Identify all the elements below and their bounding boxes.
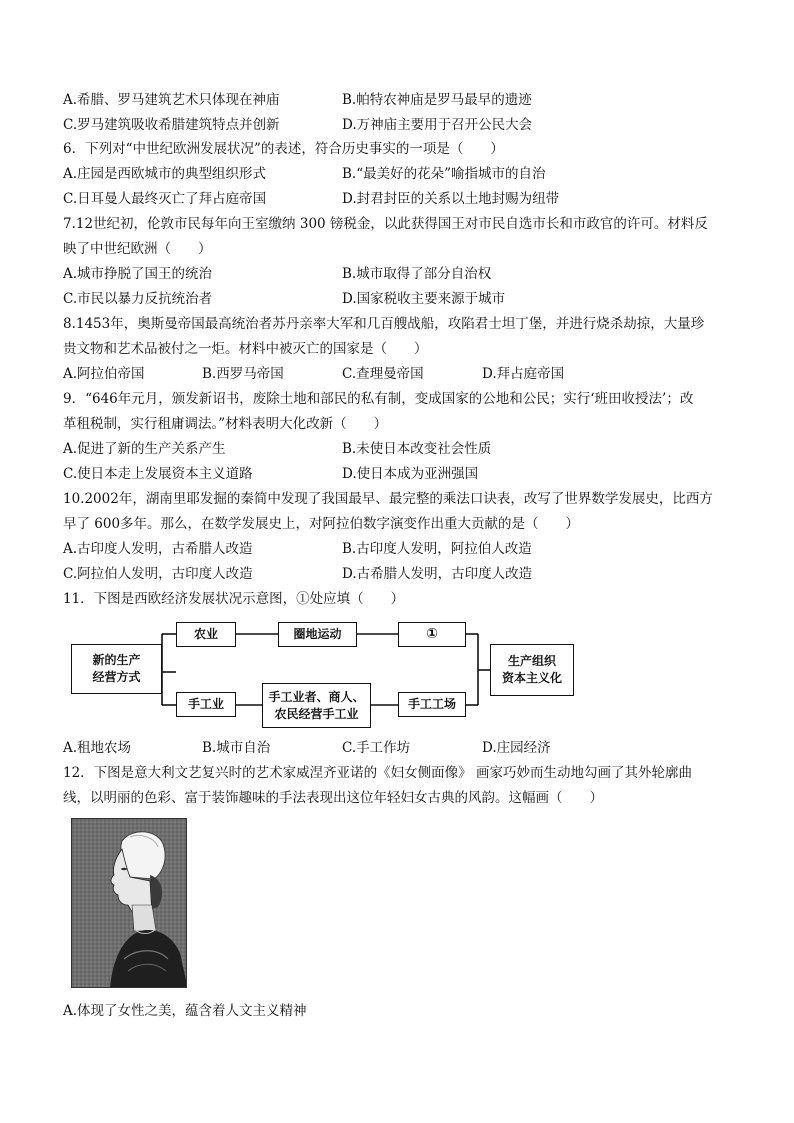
q5-option-c: C.罗马建筑吸收希腊建筑特点并创新 bbox=[63, 117, 280, 133]
q10-stem-line1: 10.2002年，湖南里耶发掘的秦简中发现了我国最早、最完整的乘法口诀表，改写了世界数学发展史，比西方 bbox=[63, 491, 713, 507]
q11-option-b: B.城市自治 bbox=[202, 740, 271, 756]
q7-stem-line1: 7.12世纪初，伦敦市民每年向王室缴纳 300 镑税金，以此获得国王对市民自选市长和市政官的许可。材料反 bbox=[63, 216, 708, 232]
diagram-node-new-production bbox=[71, 644, 162, 694]
diagram-node-capitalist-organization-line2: 资本主义化 bbox=[501, 671, 562, 685]
q6-option-a: A.庄园是西欧城市的典型组织形式 bbox=[63, 166, 267, 182]
q12-stem-line2: 线，以明丽的色彩、富于装饰趣味的手法表现出这位年轻妇女古典的风韵。这幅画（ ） bbox=[63, 790, 603, 806]
q8-option-c: C.查理曼帝国 bbox=[342, 366, 424, 382]
q7-option-a: A.城市挣脱了国王的统治 bbox=[63, 266, 213, 282]
q12-option-a: A.体现了女性之美，蕴含着人文主义精神 bbox=[63, 1003, 307, 1019]
q10-option-b: B.古印度人发明，阿拉伯人改造 bbox=[342, 541, 532, 557]
q9-option-a: A.促进了新的生产关系产生 bbox=[63, 441, 226, 457]
q12-stem-line1: 12．下图是意大利文艺复兴时的艺术家威涅齐亚诺的《妇女侧面像》 画家巧妙而生动地勾画了其外轮廓曲 bbox=[63, 765, 692, 781]
q5-option-b: B.帕特农神庙是罗马最早的遗迹 bbox=[342, 92, 532, 108]
q6-stem: 6．下列对“中世纪欧洲发展状况”的表述，符合历史事实的一项是（ ） bbox=[63, 141, 504, 157]
diagram-node-handicraft-operators bbox=[262, 683, 371, 728]
q7-stem-line2: 映了中世纪欧洲（ ） bbox=[63, 241, 212, 257]
q8-stem-line1: 8.1453年，奥斯曼帝国最高统治者苏丹亲率大军和几百艘战船，攻陷君士坦丁堡，并进行烧杀劫掠，大量珍 bbox=[63, 316, 705, 332]
q5-option-a: A.希腊、罗马建筑艺术只体现在神庙 bbox=[63, 92, 280, 108]
q9-option-b: B.未使日本改变社会性质 bbox=[342, 441, 492, 457]
q8-stem-line2: 贵文物和艺术品被付之一炬。材料中被灭亡的国家是（ ） bbox=[63, 341, 428, 357]
q11-option-a: A.租地农场 bbox=[63, 740, 132, 756]
portrait-illustration bbox=[72, 819, 187, 988]
q10-option-c: C.阿拉伯人发明，古印度人改造 bbox=[63, 566, 253, 582]
diagram-node-new-production-line1: 新的生产 bbox=[92, 653, 141, 667]
q8-option-b: B.西罗马帝国 bbox=[202, 366, 284, 382]
q9-stem-line2: 革租税制，实行租庸调法。”材料表明大化改新（ ） bbox=[63, 416, 388, 432]
portrait-image bbox=[71, 818, 187, 988]
q10-option-d: D.古希腊人发明，古印度人改造 bbox=[342, 566, 533, 582]
q7-option-c: C.市民以暴力反抗统治者 bbox=[63, 291, 213, 307]
q11-stem: 11．下图是西欧经济发展状况示意图，①处应填（ ） bbox=[63, 591, 405, 607]
q7-option-b: B.城市取得了部分自治权 bbox=[342, 266, 492, 282]
q6-option-d: D.封君封臣的关系以土地封赐为纽带 bbox=[342, 191, 560, 207]
q9-option-d: D.使日本成为亚洲强国 bbox=[342, 466, 479, 482]
q9-option-c: C.使日本走上发展资本主义道路 bbox=[63, 466, 253, 482]
diagram-node-handicraft-operators-line2: 农民经营手工业 bbox=[274, 706, 359, 721]
q6-option-c: C.日耳曼人最终灭亡了拜占庭帝国 bbox=[63, 191, 267, 207]
diagram-node-capitalist-organization-line1: 生产组织 bbox=[507, 654, 556, 668]
diagram-node-blank: ① bbox=[398, 622, 466, 647]
diagram-node-enclosure: 圈地运动 bbox=[278, 622, 357, 647]
diagram-node-new-production-line2: 经营方式 bbox=[92, 670, 141, 684]
q8-option-d: D.拜占庭帝国 bbox=[482, 366, 565, 382]
diagram-node-agriculture: 农业 bbox=[176, 622, 236, 647]
q5-option-d: D.万神庙主要用于召开公民大会 bbox=[342, 117, 533, 133]
q11-option-c: C.手工作坊 bbox=[342, 740, 411, 756]
diagram-node-handicraft: 手工业 bbox=[176, 692, 236, 717]
q8-option-a: A.阿拉伯帝国 bbox=[63, 366, 145, 382]
q7-option-d: D.国家税收主要来源于城市 bbox=[342, 291, 506, 307]
q10-stem-line2: 早了 600多年。那么，在数学发展史上，对阿拉伯数字演变作出重大贡献的是（ ） bbox=[63, 516, 580, 532]
diagram-node-capitalist-organization bbox=[490, 644, 574, 696]
q9-stem-line1: 9．“646年元月，颁发新诏书，废除土地和部民的私有制，变成国家的公地和公民；实行‘班田收授法’；改 bbox=[63, 391, 694, 407]
diagram-node-workshop: 手工工场 bbox=[398, 692, 466, 717]
q10-option-a: A.古印度人发明，古希腊人改造 bbox=[63, 541, 253, 557]
diagram-node-handicraft-operators-line1: 手工业者、商人、 bbox=[268, 689, 365, 704]
q6-option-b: B.“最美好的花朵”喻指城市的自治 bbox=[342, 166, 546, 182]
q11-option-d: D.庄园经济 bbox=[482, 740, 551, 756]
